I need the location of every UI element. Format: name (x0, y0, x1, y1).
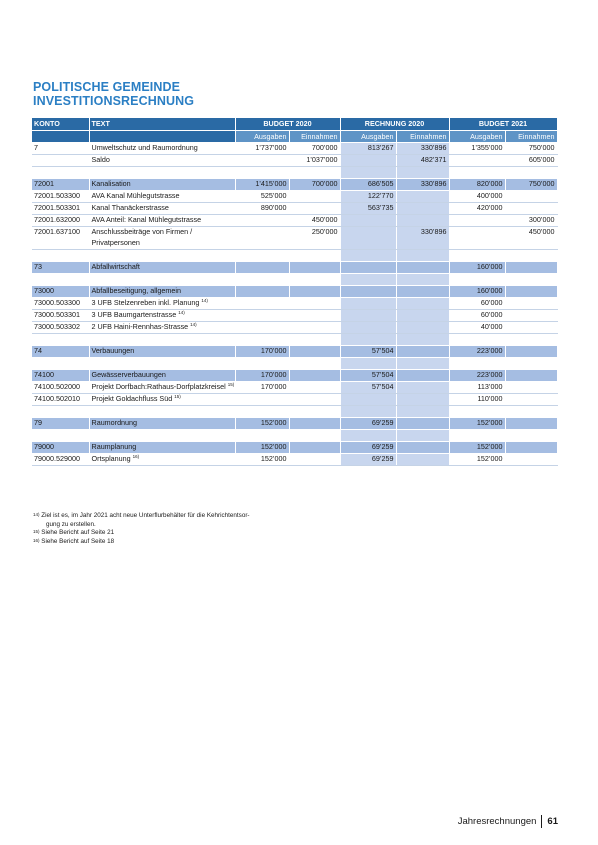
row-text: AVA Anteil: Kanal Mühlegutstrasse (91, 215, 202, 224)
cell-budget-2021-einnahmen (505, 203, 557, 215)
cell-budget-2021-ausgaben (449, 430, 505, 442)
row-text: 3 UFB Stelzenreben inkl. Planung (91, 298, 200, 307)
cell-rechnung-2020-ausgaben (340, 274, 396, 286)
cell-budget-2021-ausgaben: 420’000 (449, 203, 505, 215)
row-text: AVA Kanal Mühlegutstrasse (91, 191, 180, 200)
row-text: Projekt Dorfbach:Rathaus-Dorfplatzkreisel (91, 382, 226, 391)
cell-budget-2020-einnahmen (289, 203, 340, 215)
footnote-reference: 16) (132, 454, 140, 459)
cell-budget-2021-einnahmen (505, 250, 557, 262)
cell-budget-2020-einnahmen (289, 262, 340, 274)
cell-text (89, 430, 235, 442)
cell-text (89, 227, 235, 250)
cell-rechnung-2020-einnahmen (396, 203, 449, 215)
header-budget-2021: BUDGET 2021 (449, 118, 557, 131)
table-row (32, 203, 557, 215)
cell-budget-2021-einnahmen (505, 394, 557, 406)
cell-budget-2020-einnahmen (289, 430, 340, 442)
row-text: Projekt Goldachfluss Süd (91, 394, 173, 403)
table-section-row (32, 418, 557, 430)
footnote-text: Siehe Bericht auf Seite 21 (41, 529, 115, 536)
cell-rechnung-2020-ausgaben (340, 358, 396, 370)
table-row (32, 310, 557, 322)
cell-budget-2020-ausgaben: 890’000 (235, 203, 289, 215)
cell-budget-2021-einnahmen (505, 442, 557, 454)
cell-budget-2020-einnahmen (289, 406, 340, 418)
cell-budget-2020-ausgaben (235, 286, 289, 298)
subheader-empty (32, 131, 89, 143)
cell-budget-2020-ausgaben (235, 274, 289, 286)
cell-budget-2020-ausgaben: 152’000 (235, 454, 289, 466)
cell-konto (32, 167, 89, 179)
row-text-continued: Privatpersonen (91, 237, 140, 247)
cell-budget-2020-ausgaben (235, 250, 289, 262)
cell-rechnung-2020-ausgaben (340, 322, 396, 334)
cell-budget-2020-einnahmen (289, 274, 340, 286)
cell-konto (32, 430, 89, 442)
cell-budget-2021-einnahmen (505, 406, 557, 418)
row-text: Kanalisation (91, 179, 131, 188)
cell-budget-2020-einnahmen (289, 167, 340, 179)
table-row (32, 382, 557, 394)
cell-budget-2020-einnahmen (289, 394, 340, 406)
row-text: Gewässerverbauungen (91, 370, 166, 379)
cell-budget-2021-ausgaben: 113’000 (449, 382, 505, 394)
cell-rechnung-2020-ausgaben: 122’770 (340, 191, 396, 203)
cell-budget-2020-ausgaben: 170’000 (235, 346, 289, 358)
cell-text (89, 155, 235, 167)
cell-rechnung-2020-einnahmen (396, 250, 449, 262)
cell-konto: 72001.503301 (32, 203, 89, 215)
cell-konto: 73000.503301 (32, 310, 89, 322)
cell-budget-2020-ausgaben: 170’000 (235, 370, 289, 382)
cell-budget-2021-einnahmen: 450’000 (505, 227, 557, 250)
row-text: 2 UFB Haini-Rennhas-Strasse (91, 322, 189, 331)
page-footer (458, 815, 558, 828)
cell-text (89, 143, 235, 155)
footnote-reference: 14) (190, 322, 197, 327)
cell-rechnung-2020-einnahmen (396, 454, 449, 466)
cell-rechnung-2020-einnahmen: 330’896 (396, 143, 449, 155)
row-text: Verbauungen (91, 346, 135, 355)
cell-budget-2021-ausgaben (449, 334, 505, 346)
cell-text (89, 382, 235, 394)
cell-rechnung-2020-ausgaben: 69’259 (340, 442, 396, 454)
cell-rechnung-2020-ausgaben (340, 394, 396, 406)
table-row (32, 454, 557, 466)
header-text: TEXT (89, 118, 235, 131)
footnote-15 (33, 529, 250, 538)
cell-budget-2020-einnahmen (289, 250, 340, 262)
header-budget-2020: BUDGET 2020 (235, 118, 340, 131)
cell-rechnung-2020-einnahmen: 330’896 (396, 227, 449, 250)
spacer-row (32, 167, 557, 179)
row-text: Raumordnung (91, 418, 138, 427)
row-text: Umweltschutz und Raumordnung (91, 143, 198, 152)
cell-budget-2021-ausgaben: 152’000 (449, 442, 505, 454)
row-text: Abfallwirtschaft (91, 262, 140, 271)
footnote-mark: 16) (33, 537, 40, 543)
cell-rechnung-2020-einnahmen: 482’371 (396, 155, 449, 167)
cell-budget-2020-einnahmen: 1’037’000 (289, 155, 340, 167)
table-row (32, 394, 557, 406)
cell-budget-2020-einnahmen (289, 418, 340, 430)
footnote-reference: 15) (227, 382, 235, 387)
cell-konto: 72001.632000 (32, 215, 89, 227)
cell-budget-2021-ausgaben: 110’000 (449, 394, 505, 406)
cell-budget-2021-einnahmen (505, 322, 557, 334)
cell-text (89, 274, 235, 286)
footnote-16 (33, 538, 250, 547)
cell-rechnung-2020-einnahmen (396, 430, 449, 442)
cell-budget-2021-einnahmen (505, 454, 557, 466)
cell-budget-2020-ausgaben (235, 298, 289, 310)
table-row (32, 322, 557, 334)
cell-budget-2020-ausgaben (235, 310, 289, 322)
cell-rechnung-2020-einnahmen (396, 215, 449, 227)
cell-rechnung-2020-ausgaben: 57’504 (340, 382, 396, 394)
footnotes (33, 512, 250, 546)
cell-budget-2020-einnahmen (289, 370, 340, 382)
cell-budget-2021-ausgaben (449, 155, 505, 167)
cell-budget-2021-ausgaben: 60’000 (449, 298, 505, 310)
cell-budget-2021-einnahmen: 750’000 (505, 143, 557, 155)
cell-budget-2020-ausgaben: 170’000 (235, 382, 289, 394)
cell-budget-2021-einnahmen (505, 382, 557, 394)
cell-text (89, 167, 235, 179)
cell-rechnung-2020-ausgaben: 563’735 (340, 203, 396, 215)
cell-konto: 73 (32, 262, 89, 274)
cell-text (89, 203, 235, 215)
table-body (32, 143, 557, 466)
cell-budget-2020-ausgaben (235, 155, 289, 167)
cell-rechnung-2020-ausgaben (340, 310, 396, 322)
cell-rechnung-2020-einnahmen: 330’896 (396, 179, 449, 191)
table-row (32, 191, 557, 203)
table-section-row (32, 179, 557, 191)
footnote-mark: 14) (33, 512, 40, 517)
cell-budget-2021-ausgaben (449, 227, 505, 250)
cell-konto: 72001.637100 (32, 227, 89, 250)
cell-rechnung-2020-einnahmen (396, 191, 449, 203)
cell-konto: 7 (32, 143, 89, 155)
cell-text (89, 250, 235, 262)
row-text: Raumplanung (91, 442, 137, 451)
page-number: 61 (547, 816, 558, 828)
row-text: Saldo (91, 155, 110, 164)
cell-budget-2020-ausgaben: 1’737’000 (235, 143, 289, 155)
cell-rechnung-2020-einnahmen (396, 298, 449, 310)
cell-rechnung-2020-ausgaben (340, 155, 396, 167)
cell-text (89, 215, 235, 227)
cell-budget-2021-einnahmen: 300’000 (505, 215, 557, 227)
cell-budget-2020-ausgaben (235, 394, 289, 406)
cell-konto: 74100.502000 (32, 382, 89, 394)
spacer-row (32, 334, 557, 346)
cell-budget-2020-einnahmen: 700’000 (289, 143, 340, 155)
cell-rechnung-2020-einnahmen (396, 334, 449, 346)
cell-text (89, 179, 235, 191)
cell-budget-2020-einnahmen (289, 454, 340, 466)
cell-rechnung-2020-ausgaben: 813’267 (340, 143, 396, 155)
cell-konto (32, 358, 89, 370)
footnote-14 (33, 512, 250, 521)
cell-text (89, 334, 235, 346)
cell-rechnung-2020-einnahmen (396, 394, 449, 406)
cell-konto: 74100.502010 (32, 394, 89, 406)
cell-budget-2021-ausgaben: 160’000 (449, 286, 505, 298)
cell-text (89, 310, 235, 322)
cell-budget-2021-ausgaben (449, 274, 505, 286)
spacer-row (32, 274, 557, 286)
cell-budget-2020-einnahmen (289, 298, 340, 310)
cell-budget-2020-ausgaben (235, 262, 289, 274)
cell-konto: 73000 (32, 286, 89, 298)
cell-budget-2020-ausgaben (235, 227, 289, 250)
cell-budget-2020-ausgaben (235, 322, 289, 334)
cell-budget-2021-einnahmen (505, 191, 557, 203)
cell-text (89, 406, 235, 418)
cell-rechnung-2020-einnahmen (396, 274, 449, 286)
cell-text (89, 454, 235, 466)
cell-budget-2021-einnahmen (505, 370, 557, 382)
cell-budget-2021-ausgaben (449, 167, 505, 179)
cell-rechnung-2020-ausgaben (340, 262, 396, 274)
cell-rechnung-2020-einnahmen (396, 418, 449, 430)
cell-rechnung-2020-einnahmen (396, 310, 449, 322)
cell-budget-2020-einnahmen (289, 322, 340, 334)
cell-text (89, 191, 235, 203)
cell-budget-2021-einnahmen (505, 358, 557, 370)
cell-rechnung-2020-ausgaben (340, 334, 396, 346)
cell-rechnung-2020-ausgaben (340, 215, 396, 227)
table-row (32, 155, 557, 167)
cell-rechnung-2020-ausgaben (340, 430, 396, 442)
cell-konto: 72001.503300 (32, 191, 89, 203)
cell-budget-2021-ausgaben: 160’000 (449, 262, 505, 274)
cell-rechnung-2020-einnahmen (396, 370, 449, 382)
cell-rechnung-2020-einnahmen (396, 167, 449, 179)
cell-rechnung-2020-einnahmen (396, 286, 449, 298)
cell-budget-2020-einnahmen (289, 382, 340, 394)
cell-budget-2020-einnahmen (289, 346, 340, 358)
cell-rechnung-2020-ausgaben (340, 286, 396, 298)
cell-konto (32, 155, 89, 167)
cell-budget-2021-einnahmen (505, 430, 557, 442)
table-section-row (32, 286, 557, 298)
cell-rechnung-2020-ausgaben: 57’504 (340, 346, 396, 358)
cell-budget-2020-einnahmen: 250’000 (289, 227, 340, 250)
table-section-row (32, 442, 557, 454)
cell-rechnung-2020-ausgaben: 686’505 (340, 179, 396, 191)
cell-rechnung-2020-einnahmen (396, 442, 449, 454)
cell-budget-2020-ausgaben (235, 334, 289, 346)
cell-budget-2021-einnahmen (505, 274, 557, 286)
table-section-row (32, 346, 557, 358)
cell-budget-2021-ausgaben: 152’000 (449, 418, 505, 430)
cell-budget-2021-einnahmen (505, 262, 557, 274)
cell-budget-2021-ausgaben: 1’355’000 (449, 143, 505, 155)
subheader-einnahmen: Einnahmen (289, 131, 340, 143)
cell-rechnung-2020-ausgaben (340, 227, 396, 250)
cell-budget-2021-einnahmen (505, 334, 557, 346)
cell-konto (32, 250, 89, 262)
page-title (33, 80, 194, 108)
row-text: 3 UFB Baumgartenstrasse (91, 310, 177, 319)
cell-budget-2020-einnahmen: 450’000 (289, 215, 340, 227)
cell-budget-2021-ausgaben: 223’000 (449, 370, 505, 382)
subheader-ausgaben: Ausgaben (449, 131, 505, 143)
cell-rechnung-2020-einnahmen (396, 322, 449, 334)
cell-rechnung-2020-einnahmen (396, 382, 449, 394)
table-row (32, 227, 557, 250)
table-section-row (32, 370, 557, 382)
row-text: Abfallbeseitigung, allgemein (91, 286, 182, 295)
cell-text (89, 298, 235, 310)
footnote-mark: 15) (33, 529, 40, 534)
cell-konto (32, 334, 89, 346)
cell-budget-2021-einnahmen (505, 418, 557, 430)
footnote-text: Ziel ist es, im Jahr 2021 acht neue Unterflurbehälter für die Kehrichtentsor- (41, 512, 250, 519)
cell-konto: 73000.503302 (32, 322, 89, 334)
cell-budget-2021-einnahmen (505, 310, 557, 322)
cell-budget-2021-einnahmen (505, 298, 557, 310)
cell-text (89, 262, 235, 274)
cell-text (89, 322, 235, 334)
subheader-einnahmen: Einnahmen (396, 131, 449, 143)
cell-budget-2021-ausgaben (449, 250, 505, 262)
cell-text (89, 418, 235, 430)
cell-rechnung-2020-ausgaben: 57’504 (340, 370, 396, 382)
footer-section-label: Jahresrechnungen (457, 816, 537, 828)
row-text: Anschlussbeiträge von Firmen / (91, 227, 193, 236)
cell-konto: 74 (32, 346, 89, 358)
cell-konto: 72001 (32, 179, 89, 191)
cell-budget-2020-ausgaben (235, 430, 289, 442)
cell-rechnung-2020-ausgaben: 69’259 (340, 418, 396, 430)
cell-text (89, 394, 235, 406)
cell-konto: 79 (32, 418, 89, 430)
cell-budget-2020-einnahmen (289, 358, 340, 370)
cell-budget-2021-ausgaben: 223’000 (449, 346, 505, 358)
title-line-1: POLITISCHE GEMEINDE (33, 80, 181, 94)
cell-budget-2021-ausgaben: 152’000 (449, 454, 505, 466)
cell-konto (32, 406, 89, 418)
spacer-row (32, 430, 557, 442)
cell-budget-2021-ausgaben (449, 215, 505, 227)
footnote-text: Siehe Bericht auf Seite 18 (41, 537, 115, 545)
cell-budget-2020-ausgaben (235, 406, 289, 418)
cell-rechnung-2020-ausgaben: 69’259 (340, 454, 396, 466)
cell-budget-2020-einnahmen (289, 191, 340, 203)
cell-budget-2020-einnahmen (289, 310, 340, 322)
cell-budget-2020-ausgaben (235, 358, 289, 370)
table-row (32, 143, 557, 155)
header-rechnung-2020: RECHNUNG 2020 (340, 118, 449, 131)
cell-budget-2020-ausgaben: 1’415’000 (235, 179, 289, 191)
cell-konto: 74100 (32, 370, 89, 382)
cell-budget-2021-einnahmen: 750’000 (505, 179, 557, 191)
cell-budget-2021-ausgaben (449, 358, 505, 370)
title-line-2: INVESTITIONSRECHNUNG (33, 94, 195, 108)
subheader-empty (89, 131, 235, 143)
cell-budget-2021-ausgaben: 820’000 (449, 179, 505, 191)
cell-budget-2020-ausgaben (235, 167, 289, 179)
cell-budget-2021-einnahmen (505, 346, 557, 358)
footnote-reference: 15) (174, 394, 181, 399)
cell-budget-2020-einnahmen: 700’000 (289, 179, 340, 191)
cell-rechnung-2020-einnahmen (396, 406, 449, 418)
cell-budget-2020-einnahmen (289, 286, 340, 298)
cell-rechnung-2020-einnahmen (396, 346, 449, 358)
cell-budget-2021-einnahmen (505, 167, 557, 179)
cell-rechnung-2020-ausgaben (340, 167, 396, 179)
cell-budget-2021-ausgaben: 40’000 (449, 322, 505, 334)
row-text: Kanal Thanäckerstrasse (91, 203, 169, 212)
cell-rechnung-2020-einnahmen (396, 262, 449, 274)
cell-budget-2021-ausgaben: 400’000 (449, 191, 505, 203)
cell-budget-2020-ausgaben (235, 215, 289, 227)
cell-text (89, 286, 235, 298)
cell-text (89, 346, 235, 358)
table-section-row (32, 262, 557, 274)
table-header-row (32, 118, 557, 131)
subheader-ausgaben: Ausgaben (340, 131, 396, 143)
header-konto: KONTO (32, 118, 89, 131)
cell-rechnung-2020-ausgaben (340, 406, 396, 418)
footnote-reference: 14) (201, 298, 208, 303)
table-subheader-row (32, 131, 557, 143)
cell-rechnung-2020-einnahmen (396, 358, 449, 370)
spacer-row (32, 406, 557, 418)
footnote-reference: 14) (178, 310, 185, 315)
cell-budget-2020-einnahmen (289, 442, 340, 454)
cell-budget-2021-einnahmen: 605’000 (505, 155, 557, 167)
cell-budget-2020-ausgaben: 525’000 (235, 191, 289, 203)
table-row (32, 298, 557, 310)
cell-konto: 79000.529000 (32, 454, 89, 466)
spacer-row (32, 250, 557, 262)
row-text: Ortsplanung (91, 454, 131, 463)
cell-budget-2021-einnahmen (505, 286, 557, 298)
subheader-ausgaben: Ausgaben (235, 131, 289, 143)
cell-text (89, 442, 235, 454)
cell-rechnung-2020-ausgaben (340, 250, 396, 262)
table-row (32, 215, 557, 227)
cell-budget-2020-ausgaben: 152’000 (235, 442, 289, 454)
cell-text (89, 358, 235, 370)
investment-table (32, 118, 558, 466)
cell-konto: 73000.503300 (32, 298, 89, 310)
cell-rechnung-2020-ausgaben (340, 298, 396, 310)
footer-divider (541, 815, 542, 828)
subheader-einnahmen: Einnahmen (505, 131, 557, 143)
cell-konto (32, 274, 89, 286)
spacer-row (32, 358, 557, 370)
cell-konto: 79000 (32, 442, 89, 454)
cell-text (89, 370, 235, 382)
cell-budget-2021-ausgaben (449, 406, 505, 418)
cell-budget-2021-ausgaben: 60’000 (449, 310, 505, 322)
footnote-14-continued: gung zu erstellen. (46, 520, 96, 528)
cell-budget-2020-einnahmen (289, 334, 340, 346)
cell-budget-2020-ausgaben: 152’000 (235, 418, 289, 430)
